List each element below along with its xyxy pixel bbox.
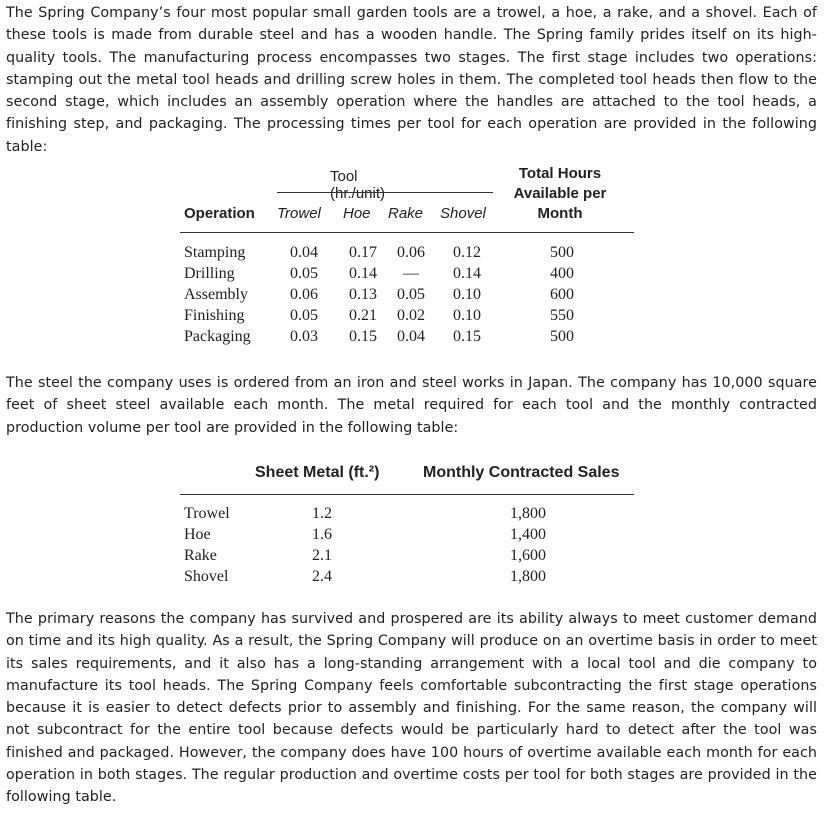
value-cell: 0.10	[453, 286, 481, 303]
value-cell: 0.06	[397, 244, 425, 261]
tool-column-header: Trowel	[277, 205, 321, 222]
tool-column-header: Shovel	[440, 205, 486, 222]
tool-group-header: Tool (hr./unit)	[330, 168, 386, 202]
value-cell: 0.15	[349, 328, 377, 345]
operation-cell: Finishing	[184, 307, 245, 324]
header-rule	[180, 232, 634, 233]
tool-column-header: Hoe	[343, 205, 371, 222]
value-cell: 0.05	[397, 286, 425, 303]
operation-column-header: Operation	[184, 205, 255, 222]
tool-cell: Shovel	[184, 568, 229, 585]
total-hours-header	[500, 164, 620, 224]
value-cell: 0.12	[453, 244, 481, 261]
intro-paragraph: The Spring Company’s four most popular small garden tools are a trowel, a hoe, a rake, and a shovel. Each of these tools is made from durable steel and has a wooden handle. The Spring family prides itself on its high-quality tools. The manufacturing process encompasses two stages. The first stage includes two operations: stamping out the metal tool heads and drilling screw holes in them. The completed tool heads then flow to the second stage, which includes an assembly operation where the handles are attached to the tool heads, a finishing step, and packaging. The processing times per tool for each operation are provided in the following table:	[6, 5, 817, 155]
value-cell: 0.03	[290, 328, 318, 345]
metal-cell: 1.6	[312, 526, 332, 543]
value-cell: 0.04	[290, 244, 318, 261]
total-cell: 500	[550, 328, 574, 345]
steel-paragraph: The steel the company uses is ordered from an iron and steel works in Japan. The company has 10,000 square feet of sheet steel available each month. The metal required for each tool and the monthly contracted production volume per tool are provided in the following table:	[6, 375, 817, 436]
value-cell: 0.13	[349, 286, 377, 303]
metal-cell: 2.1	[312, 547, 332, 564]
tool-cell: Trowel	[184, 505, 230, 522]
total-hours-header-line: Total Hours	[518, 165, 602, 182]
sales-cell: 1,400	[510, 526, 546, 543]
value-cell: 0.02	[397, 307, 425, 324]
value-cell: 0.15	[453, 328, 481, 345]
total-cell: 550	[550, 307, 574, 324]
total-hours-header-line: Month	[537, 205, 583, 222]
header-rule	[180, 494, 634, 495]
tool-cell: Hoe	[184, 526, 211, 543]
monthly-sales-header: Monthly Contracted Sales	[423, 464, 620, 481]
metal-cell: 2.4	[312, 568, 332, 585]
value-cell: 0.14	[349, 265, 377, 282]
group-header-rule	[277, 192, 493, 193]
value-cell: 0.05	[290, 265, 318, 282]
total-cell: 600	[550, 286, 574, 303]
operation-cell: Drilling	[184, 265, 235, 282]
sheet-metal-header: Sheet Metal (ft.²)	[255, 464, 380, 481]
value-cell: 0.10	[453, 307, 481, 324]
operation-cell: Assembly	[184, 286, 248, 303]
tool-cell: Rake	[184, 547, 217, 564]
operation-cell: Stamping	[184, 244, 246, 261]
value-cell: 0.05	[290, 307, 318, 324]
value-cell: 0.14	[453, 265, 481, 282]
reasons-paragraph: The primary reasons the company has survived and prospered are its ability always to meet customer demand on time and its high quality. As a result, the Spring Company will produce on an overtime basis in order to meet its sales requirements, and it also has a long-standing arrangement with a local tool and die company to manufacture its tool heads. The Spring Company feels comfortable subcontracting the first stage operations because it is easier to detect defects prior to assembly and finishing. For the same reason, the company will not subcontract for the entire tool because defects would be particularly hard to detect after the tool was finished and packaged. However, the company does have 100 hours of overtime available each month for each operation in both stages. The regular production and overtime costs per tool for both stages are provided in the following table.	[6, 611, 817, 806]
operation-cell: Packaging	[184, 328, 251, 345]
sales-cell: 1,800	[510, 505, 546, 522]
sales-cell: 1,600	[510, 547, 546, 564]
value-cell: —	[403, 265, 419, 282]
total-hours-header-line: Available per	[513, 185, 607, 202]
total-cell: 400	[550, 265, 574, 282]
value-cell: 0.21	[349, 307, 377, 324]
metal-cell: 1.2	[312, 505, 332, 522]
tool-column-header: Rake	[388, 205, 424, 222]
sales-cell: 1,800	[510, 568, 546, 585]
total-cell: 500	[550, 244, 574, 261]
value-cell: 0.04	[397, 328, 425, 345]
value-cell: 0.06	[290, 286, 318, 303]
value-cell: 0.17	[349, 244, 377, 261]
